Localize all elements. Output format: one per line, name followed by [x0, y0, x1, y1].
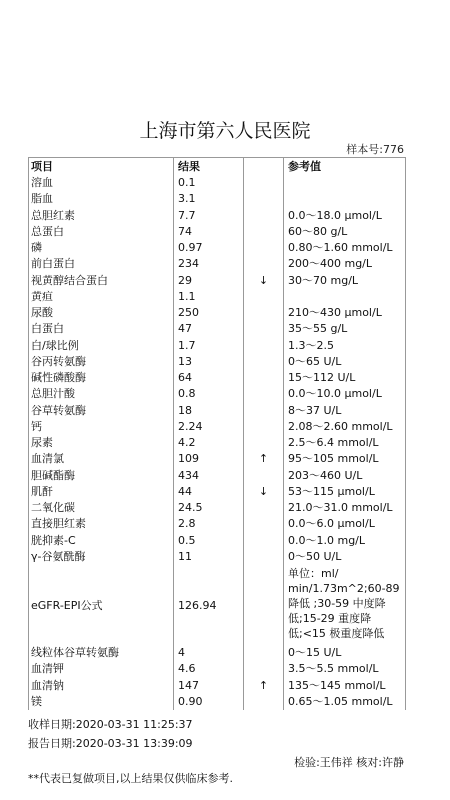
table-header-row — [29, 158, 405, 175]
item-name: 总胆汁酸 — [29, 386, 174, 402]
item-result: 126.94 — [174, 565, 244, 645]
footnote: **代表已复做项目,以上结果仅供临床参考. — [28, 772, 233, 785]
item-reference — [284, 191, 405, 207]
abnormal-flag — [244, 661, 284, 677]
item-result: 4.6 — [174, 661, 244, 677]
item-result: 434 — [174, 468, 244, 484]
abnormal-flag: ↓ — [244, 484, 284, 500]
item-name: eGFR-EPI公式 — [29, 565, 174, 645]
reference-line: min/1.73m^2;60-89 — [288, 582, 400, 595]
item-reference: 2.08～2.60 mmol/L — [288, 419, 393, 433]
table-row — [29, 533, 405, 549]
item-name: 血清钾 — [29, 661, 174, 677]
item-name: 总蛋白 — [29, 224, 174, 240]
item-result: 1.1 — [174, 289, 244, 305]
item-reference: 53～115 μmol/L — [288, 484, 375, 498]
item-name: 黄疸 — [29, 289, 174, 305]
item-result: 74 — [174, 224, 244, 240]
abnormal-flag — [244, 500, 284, 516]
header-item: 项目 — [29, 158, 174, 175]
item-result: 0.8 — [174, 386, 244, 402]
table-row — [29, 661, 405, 677]
item-reference: 0.80～1.60 mmol/L — [288, 241, 393, 254]
table-body — [29, 175, 405, 710]
table-row — [29, 354, 405, 370]
item-reference: 0.65～1.05 mmol/L — [288, 694, 393, 708]
item-reference: 15～112 U/L — [288, 371, 356, 384]
item-name: 谷丙转氨酶 — [29, 354, 174, 370]
item-name: 谷草转氨酶 — [29, 403, 174, 419]
table-row — [29, 419, 405, 435]
item-reference: 0.0～1.0 mg/L — [288, 533, 366, 547]
table-row — [29, 403, 405, 419]
lab-report-table — [28, 157, 406, 710]
abnormal-flag — [244, 354, 284, 370]
item-result: 24.5 — [174, 500, 244, 516]
item-name: 胆碱酯酶 — [29, 468, 174, 484]
item-result: 234 — [174, 256, 244, 272]
item-result: 1.7 — [174, 338, 244, 354]
abnormal-flag — [244, 191, 284, 207]
table-row — [29, 256, 405, 272]
item-result: 64 — [174, 370, 244, 386]
item-result: 44 — [174, 484, 244, 500]
table-row — [29, 370, 405, 386]
item-reference: 0～65 U/L — [288, 354, 342, 368]
item-reference: 200～400 mg/L — [288, 257, 373, 271]
item-reference: 3.5～5.5 mmol/L — [288, 662, 379, 676]
item-reference: 0.0～18.0 μmol/L — [288, 208, 382, 222]
abnormal-flag — [244, 289, 284, 305]
item-name: 前白蛋白 — [29, 256, 174, 272]
item-result: 4.2 — [174, 435, 244, 451]
table-row — [29, 273, 405, 289]
table-row — [29, 500, 405, 516]
table-row — [29, 321, 405, 337]
item-result: 2.8 — [174, 516, 244, 532]
header-result: 结果 — [174, 158, 244, 175]
abnormal-flag — [244, 549, 284, 565]
item-result: 250 — [174, 305, 244, 321]
abnormal-flag — [244, 224, 284, 240]
item-result: 13 — [174, 354, 244, 370]
table-row — [29, 191, 405, 207]
item-result: 29 — [174, 273, 244, 289]
abnormal-flag — [244, 240, 284, 256]
table-row — [29, 468, 405, 484]
item-result: 0.90 — [174, 694, 244, 710]
table-row — [29, 549, 405, 565]
abnormal-flag — [244, 565, 284, 645]
table-row — [29, 289, 405, 305]
item-result: 7.7 — [174, 208, 244, 224]
item-reference: 60～80 g/L — [288, 224, 348, 238]
item-reference: 35～55 g/L — [288, 322, 348, 336]
item-name: 白蛋白 — [29, 321, 174, 337]
item-name: 尿素 — [29, 435, 174, 451]
signature: 检验:王伟祥 核对:许静 — [294, 756, 404, 769]
abnormal-flag — [244, 370, 284, 386]
sample-number: 样本号:776 — [346, 143, 404, 156]
item-name: 溶血 — [29, 175, 174, 191]
item-name: 血清氯 — [29, 451, 174, 467]
item-reference — [284, 175, 405, 191]
table-row — [29, 208, 405, 224]
hospital-title: 上海市第六人民医院 — [139, 120, 311, 142]
item-name: 视黄醇结合蛋白 — [29, 273, 174, 289]
item-reference: 8～37 U/L — [288, 403, 342, 417]
table-row — [29, 565, 405, 645]
table-row — [29, 678, 405, 694]
abnormal-flag: ↓ — [244, 273, 284, 289]
item-reference: 0.0～10.0 μmol/L — [288, 387, 382, 401]
table-row — [29, 694, 405, 710]
item-result: 0.1 — [174, 175, 244, 191]
item-name: γ-谷氨酰酶 — [29, 549, 174, 565]
reference-line: 低;15-29 重度降 — [288, 612, 372, 625]
item-result: 147 — [174, 678, 244, 694]
item-name: 白/球比例 — [29, 338, 174, 354]
item-reference: 0～50 U/L — [288, 549, 342, 563]
report-date: 报告日期:2020-03-31 13:39:09 — [28, 737, 193, 750]
item-name: 肌酐 — [29, 484, 174, 500]
abnormal-flag — [244, 338, 284, 354]
table-row — [29, 645, 405, 661]
abnormal-flag — [244, 175, 284, 191]
item-reference: 95～105 mmol/L — [288, 452, 379, 466]
table-row — [29, 516, 405, 532]
item-name: 碱性磷酸酶 — [29, 370, 174, 386]
item-result: 11 — [174, 549, 244, 565]
item-reference: 30～70 mg/L — [288, 273, 359, 287]
item-reference: 210～430 μmol/L — [288, 306, 382, 319]
table-row — [29, 386, 405, 402]
table-row — [29, 451, 405, 467]
item-name: 血清钠 — [29, 678, 174, 694]
table-row — [29, 305, 405, 321]
item-name: 尿酸 — [29, 305, 174, 321]
abnormal-flag — [244, 694, 284, 710]
item-name: 总胆红素 — [29, 208, 174, 224]
item-name: 二氧化碳 — [29, 500, 174, 516]
item-name: 脂血 — [29, 191, 174, 207]
item-name: 线粒体谷草转氨酶 — [29, 645, 174, 661]
table-row — [29, 240, 405, 256]
item-reference — [284, 289, 405, 305]
item-result: 47 — [174, 321, 244, 337]
item-result: 18 — [174, 403, 244, 419]
item-name: 直接胆红素 — [29, 516, 174, 532]
abnormal-flag — [244, 208, 284, 224]
item-reference: 0.0～6.0 μmol/L — [288, 517, 375, 531]
item-name: 镁 — [29, 694, 174, 710]
header-flag — [244, 158, 284, 175]
table-row — [29, 338, 405, 354]
abnormal-flag — [244, 419, 284, 435]
item-result: 109 — [174, 451, 244, 467]
item-reference: 1.3～2.5 — [288, 338, 334, 352]
abnormal-flag — [244, 305, 284, 321]
reference-line: 低;<15 极重度降低 — [288, 627, 385, 640]
item-name: 磷 — [29, 240, 174, 256]
abnormal-flag: ↑ — [244, 678, 284, 694]
abnormal-flag — [244, 321, 284, 337]
item-result: 3.1 — [174, 191, 244, 207]
item-name: 胱抑素-C — [29, 533, 174, 549]
abnormal-flag — [244, 386, 284, 402]
abnormal-flag: ↑ — [244, 451, 284, 467]
header-reference: 参考值 — [288, 160, 321, 173]
item-result: 0.5 — [174, 533, 244, 549]
abnormal-flag — [244, 533, 284, 549]
item-result: 2.24 — [174, 419, 244, 435]
table-row — [29, 435, 405, 451]
item-result: 0.97 — [174, 240, 244, 256]
item-reference — [284, 565, 405, 645]
receive-date: 收样日期:2020-03-31 11:25:37 — [28, 718, 193, 731]
abnormal-flag — [244, 468, 284, 484]
abnormal-flag — [244, 516, 284, 532]
item-reference: 21.0～31.0 mmol/L — [288, 501, 393, 514]
abnormal-flag — [244, 435, 284, 451]
abnormal-flag — [244, 256, 284, 272]
item-reference: 0～15 U/L — [288, 646, 342, 659]
reference-line: 单位：ml/ — [288, 567, 339, 580]
table-row — [29, 224, 405, 240]
item-result: 4 — [174, 645, 244, 661]
item-reference: 203～460 U/L — [288, 468, 363, 482]
reference-line: 降低 ;30-59 中度降 — [288, 597, 386, 610]
table-row — [29, 175, 405, 191]
abnormal-flag — [244, 645, 284, 661]
item-name: 钙 — [29, 419, 174, 435]
item-reference: 135～145 mmol/L — [288, 678, 386, 692]
table-row — [29, 484, 405, 500]
item-reference: 2.5～6.4 mmol/L — [288, 436, 379, 449]
abnormal-flag — [244, 403, 284, 419]
